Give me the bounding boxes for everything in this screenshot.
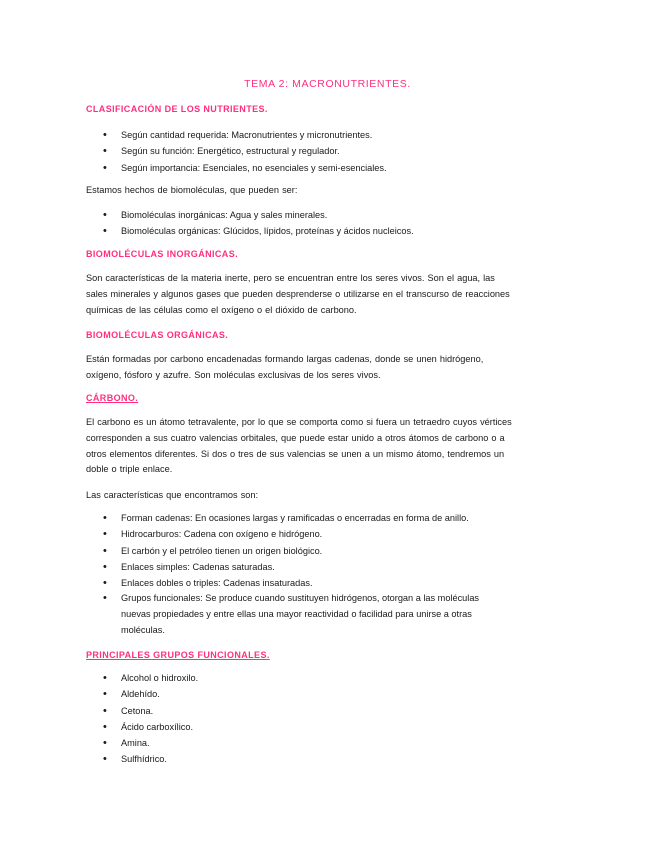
list-item: • Ácido carboxílico. (86, 719, 516, 735)
list-item: • Grupos funcionales: Se produce cuando sustituyen hidrógenos, otorgan a las moléculas nuevas propiedades y entre ellas una mayor reactividad o facilidad para unirse a otras moléculas. (86, 591, 516, 638)
paragraph-inorganicas: Son características de la materia inerte, pero se encuentran entre los seres vivos. Son el agua, las sales minerales y algunos gases que pueden desprenderse o utilizarse en el transcurso de reacciones químicas de las células como el oxígeno o el dióxido de carbono. (86, 273, 510, 315)
heading-organicas: BIOMOLÉCULAS ORGÁNICAS. (86, 330, 229, 340)
paragraph-intro-biomoleculas: Estamos hechos de biomoléculas, que pueden ser: (86, 185, 298, 195)
list-item: • Cetona. (86, 703, 516, 719)
list-item: • Según importancia: Esenciales, no esenciales y semi-esenciales. (86, 160, 516, 176)
list-item: • Aldehído. (86, 686, 516, 702)
list-caracteristicas (86, 510, 516, 638)
list-item: • El carbón y el petróleo tienen un origen biológico. (86, 543, 516, 559)
paragraph-organicas: Están formadas por carbono encadenadas formando largas cadenas, donde se unen hidrógeno, oxígeno, fósforo y azufre. Son moléculas exclusivas de los seres vivos. (86, 354, 484, 380)
list-item: • Según su función: Energético, estructural y regulador. (86, 143, 516, 159)
list-item: • Forman cadenas: En ocasiones largas y ramificadas o encerradas en forma de anillo. (86, 510, 516, 526)
list-item: • Hidrocarburos: Cadena con oxígeno e hidrógeno. (86, 526, 516, 542)
heading-grupos-funcionales: PRINCIPALES GRUPOS FUNCIONALES. (86, 650, 270, 660)
list-item: • Biomoléculas inorgánicas: Agua y sales minerales. (86, 207, 516, 223)
list-item: • Sulfhídrico. (86, 751, 516, 767)
heading-clasificacion: CLASIFICACIÓN DE LOS NUTRIENTES. (86, 104, 268, 114)
list-biomoleculas (86, 207, 516, 240)
list-item: • Según cantidad requerida: Macronutrientes y micronutrientes. (86, 127, 516, 143)
page-title: TEMA 2: MACRONUTRIENTES. (244, 78, 411, 90)
list-item: • Alcohol o hidroxilo. (86, 670, 516, 686)
list-item: • Amina. (86, 735, 516, 751)
list-item: • Biomoléculas orgánicas: Glúcidos, lípidos, proteínas y ácidos nucleicos. (86, 223, 516, 239)
heading-inorganicas: BIOMOLÉCULAS INORGÁNICAS. (86, 249, 239, 259)
list-clasificacion (86, 127, 516, 176)
list-item: • Enlaces dobles o triples: Cadenas insaturadas. (86, 575, 516, 591)
paragraph-carbono: El carbono es un átomo tetravalente, por lo que se comporta como si fuera un tetraedro cuyos vértices corresponden a sus cuatro valencias orbitales, que puede estar unido a otros átomos de carbono o a otros elementos diferentes. Si dos o tres de sus valencias se unen a un mismo átomo, tendremos un doble o triple enlace. (86, 417, 512, 475)
list-grupos-funcionales (86, 670, 516, 768)
paragraph-intro-caracteristicas: Las características que encontramos son: (86, 490, 259, 500)
heading-carbono: CÁRBONO. (86, 393, 139, 403)
list-item: • Enlaces simples: Cadenas saturadas. (86, 559, 516, 575)
